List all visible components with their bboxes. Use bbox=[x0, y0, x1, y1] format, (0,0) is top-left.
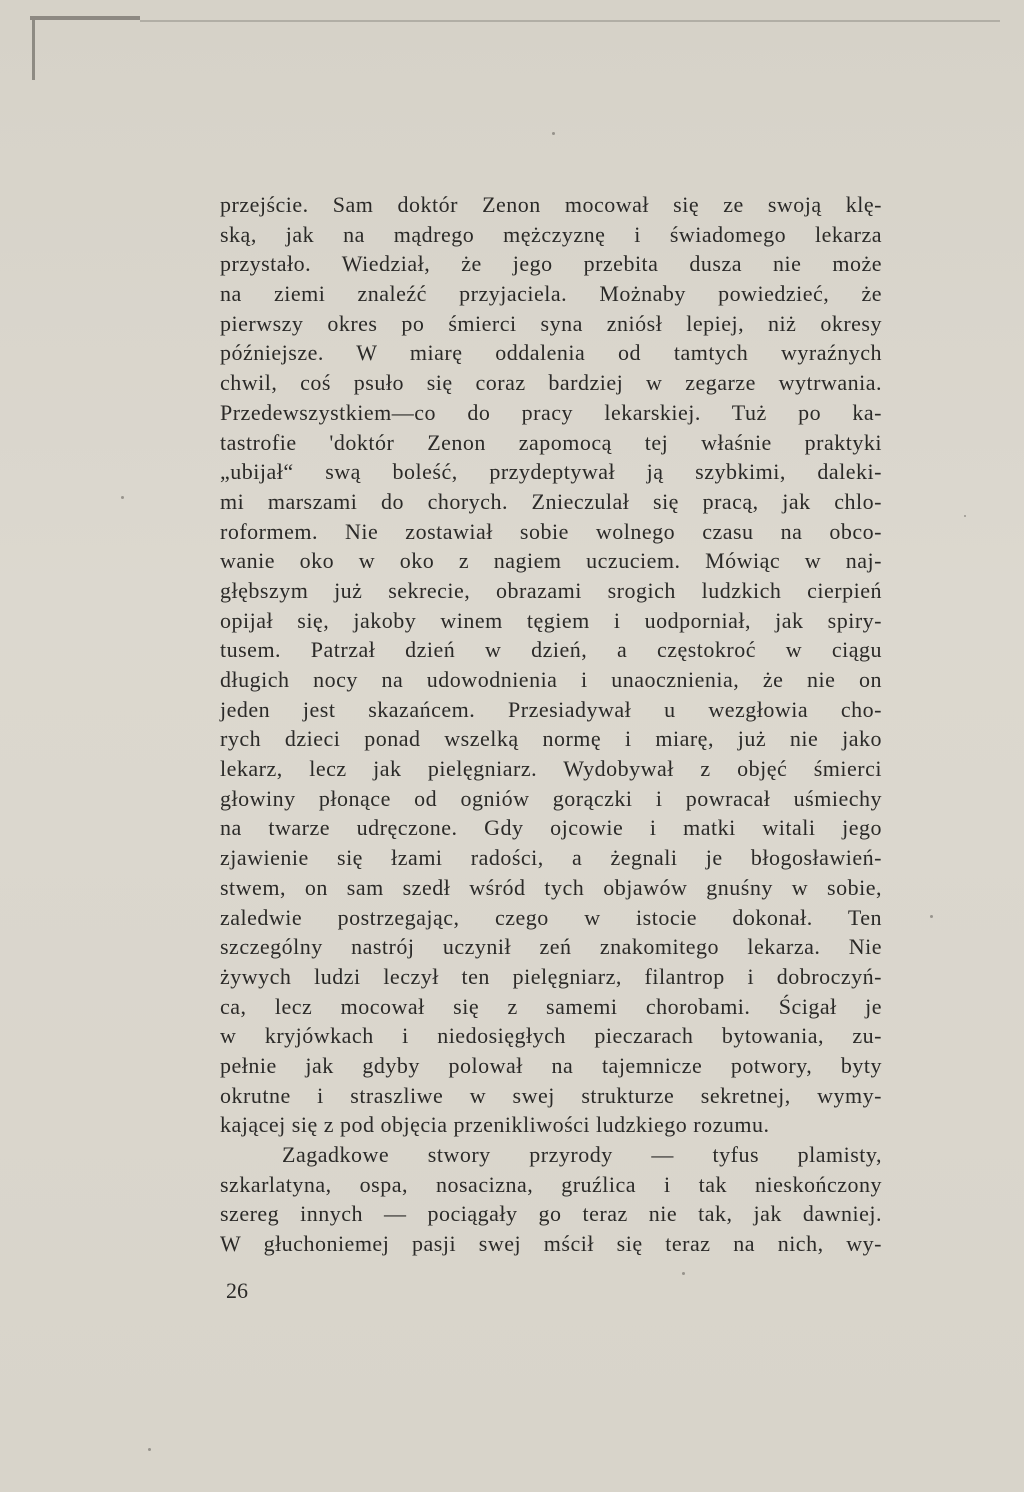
text-line: na ziemi znaleźć przyjaciela. Możnaby powiedzieć, że bbox=[220, 281, 882, 307]
text-line: W głuchoniemej pasji swej mścił się teraz na nich, wy- bbox=[220, 1231, 882, 1257]
text-line: pierwszy okres po śmierci syna zniósł lepiej, niż okresy bbox=[220, 310, 882, 336]
text-line: ską, jak na mądrego mężczyznę i świadomego lekarza bbox=[220, 221, 882, 247]
page-edge-line bbox=[140, 20, 1000, 22]
paper-speck bbox=[121, 496, 124, 499]
text-line: tastrofie 'doktór Zenon zapomocą tej właśnie praktyki bbox=[220, 429, 882, 455]
text-line: przejście. Sam doktór Zenon mocował się ze swoją klę- bbox=[220, 192, 882, 217]
text-line: długich nocy na udowodnienia i unaocznienia, że nie on bbox=[220, 667, 882, 692]
paper-speck bbox=[682, 1272, 685, 1275]
text-line: szczególny nastrój uczynił zeń znakomitego lekarza. Nie bbox=[220, 934, 882, 960]
text-line: Przedewszystkiem—co do pracy lekarskiej. Tuż po ka- bbox=[220, 399, 882, 425]
text-line: szkarlatyna, ospa, nosacizna, gruźlica i tak nieskończony bbox=[220, 1171, 882, 1197]
text-line: Zagadkowe stwory przyrody — tyfus plamisty, bbox=[282, 1142, 882, 1167]
text-line: lekarz, lecz jak pielęgniarz. Wydobywał z objęć śmierci bbox=[220, 756, 882, 782]
paper-speck bbox=[148, 1448, 151, 1451]
text-line: szereg innych — pociągały go teraz nie tak, jak dawniej. bbox=[220, 1201, 882, 1227]
text-line: pełnie jak gdyby polował na tajemnicze potwory, byty bbox=[220, 1052, 882, 1078]
text-line: przystało. Wiedział, że jego przebita dusza nie może bbox=[220, 251, 882, 277]
text-line: „ubijał“ swą boleść, przydeptywał ją szybkimi, daleki- bbox=[220, 459, 882, 485]
text-line: na twarze udręczone. Gdy ojcowie i matki witali jego bbox=[220, 815, 882, 841]
paper-speck bbox=[964, 515, 966, 517]
text-line: zaledwie postrzegając, czego w istocie dokonał. Ten bbox=[220, 904, 882, 930]
text-line: ca, lecz mocował się z samemi chorobami. Ścigał je bbox=[220, 993, 882, 1019]
text-line: tusem. Patrzał dzień w dzień, a częstokroć w ciągu bbox=[220, 637, 882, 663]
text-line: późniejsze. W miarę oddalenia od tamtych wyraźnych bbox=[220, 340, 882, 366]
body-text bbox=[220, 190, 882, 1259]
text-line: głowiny płonące od ogniów gorączki i powracał uśmiechy bbox=[220, 785, 882, 811]
text-line: zjawienie się łzami radości, a żegnali je błogosławień- bbox=[220, 845, 882, 871]
text-line: stwem, on sam szedł wśród tych objawów gnuśny w sobie, bbox=[220, 874, 882, 900]
text-line: roformem. Nie zostawiał sobie wolnego czasu na obco- bbox=[220, 518, 882, 544]
text-line: wanie oko w oko z nagiem uczuciem. Mówiąc w naj- bbox=[220, 548, 882, 574]
text-line: jeden jest skazańcem. Przesiadywał u wezgłowia cho- bbox=[220, 696, 882, 722]
text-line: rych dzieci ponad wszelką normę i miarę, już nie jako bbox=[220, 726, 882, 752]
text-line: żywych ludzi leczył ten pielęgniarz, filantrop i dobroczyń- bbox=[220, 963, 882, 989]
text-line: opijał się, jakoby winem tęgiem i uodporniał, jak spiry- bbox=[220, 607, 882, 633]
text-line: kającej się z pod objęcia przenikliwości ludzkiego rozumu. bbox=[220, 1112, 770, 1138]
text-line: głębszym już sekrecie, obrazami srogich ludzkich cierpień bbox=[220, 577, 882, 603]
paper-speck bbox=[552, 132, 555, 135]
text-line: okrutne i straszliwe w swej strukturze sekretnej, wymy- bbox=[220, 1082, 882, 1108]
page-number: 26 bbox=[226, 1278, 248, 1303]
text-line: mi marszami do chorych. Znieczulał się pracą, jak chlo- bbox=[220, 488, 882, 514]
paper-speck bbox=[930, 915, 933, 918]
page-edge-shadow bbox=[30, 16, 140, 20]
text-line: w kryjówkach i niedosięgłych pieczarach bytowania, zu- bbox=[220, 1023, 882, 1049]
page-binding-edge bbox=[32, 20, 35, 80]
text-line: chwil, coś psuło się coraz bardziej w zegarze wytrwania. bbox=[220, 370, 882, 396]
